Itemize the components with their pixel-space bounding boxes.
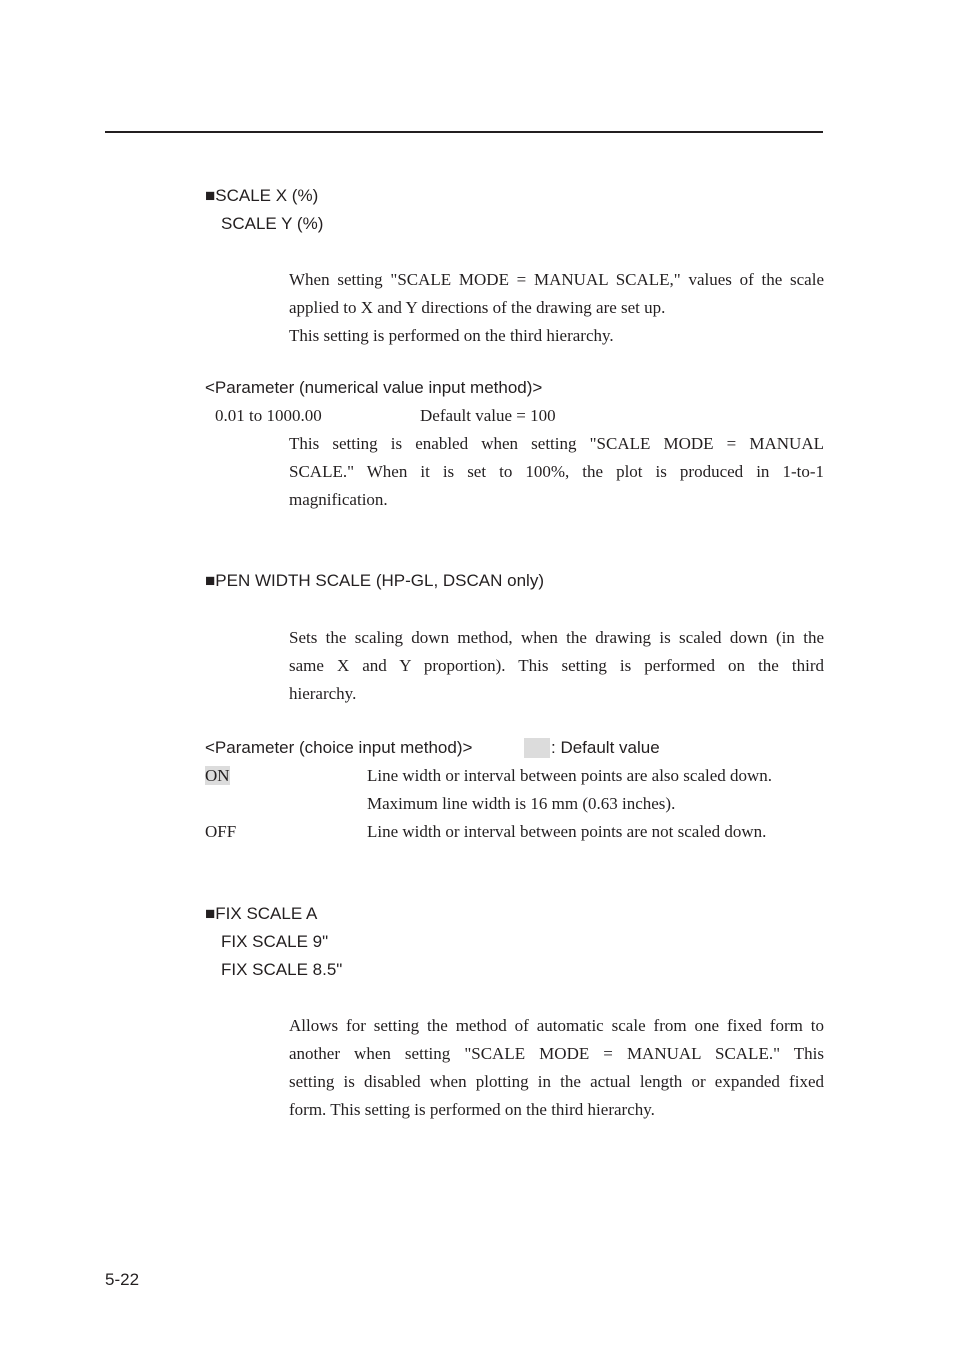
section-heading-fix-scale-a: ■FIX SCALE A <box>205 904 318 923</box>
option-on-desc-line: Maximum line width is 16 mm (0.63 inches). <box>367 794 676 813</box>
text-line: same X and Y proportion). This setting is performed on the third <box>289 656 824 675</box>
text-line: This setting is performed on the third hierarchy. <box>289 326 614 345</box>
text-line: SCALE." When it is set to 100%, the plot is produced in 1-to-1 <box>289 462 824 481</box>
default-value-swatch <box>524 738 550 758</box>
option-off-name: OFF <box>205 822 237 841</box>
text-line: another when setting "SCALE MODE = MANUAL SCALE." This <box>289 1044 824 1063</box>
header-rule <box>105 131 823 133</box>
pen-width-description <box>289 624 824 708</box>
text-line: Allows for setting the method of automatic scale from one fixed form to <box>289 1016 824 1035</box>
default-value-legend: : Default value <box>551 738 660 757</box>
text-line: hierarchy. <box>289 684 357 703</box>
option-on-desc-line: Line width or interval between points are also scaled down. <box>367 766 773 785</box>
page-number: 5-22 <box>105 1270 140 1289</box>
fix-scale-description <box>289 1012 824 1124</box>
param-range: 0.01 to 1000.00 <box>215 406 322 425</box>
scale-description <box>289 266 824 350</box>
option-on-label: ON <box>205 766 230 785</box>
section-heading-scale-y: SCALE Y (%) <box>221 214 324 233</box>
text-line: magnification. <box>289 490 388 509</box>
scale-note <box>289 430 824 514</box>
section-heading-pen-width-scale: ■PEN WIDTH SCALE (HP-GL, DSCAN only) <box>205 571 544 590</box>
option-off-desc-line: Line width or interval between points are not scaled down. <box>367 822 767 841</box>
section-heading-fix-scale-9: FIX SCALE 9" <box>221 932 329 951</box>
text-line: Sets the scaling down method, when the drawing is scaled down (in the <box>289 628 824 647</box>
param-heading-numerical: <Parameter (numerical value input method)> <box>205 378 543 397</box>
text-line: form. This setting is performed on the third hierarchy. <box>289 1100 655 1119</box>
text-line: setting is disabled when plotting in the actual length or expanded fixed <box>289 1072 824 1091</box>
section-heading-scale-x: ■SCALE X (%) <box>205 186 319 205</box>
param-default: Default value = 100 <box>420 406 556 425</box>
option-on-name <box>205 762 230 790</box>
section-heading-fix-scale-8-5: FIX SCALE 8.5" <box>221 960 343 979</box>
text-line: applied to X and Y directions of the drawing are set up. <box>289 298 666 317</box>
text-line: When setting "SCALE MODE = MANUAL SCALE," values of the scale <box>289 270 824 289</box>
param-heading-choice: <Parameter (choice input method)> <box>205 738 473 757</box>
text-line: This setting is enabled when setting "SCALE MODE = MANUAL <box>289 434 824 453</box>
